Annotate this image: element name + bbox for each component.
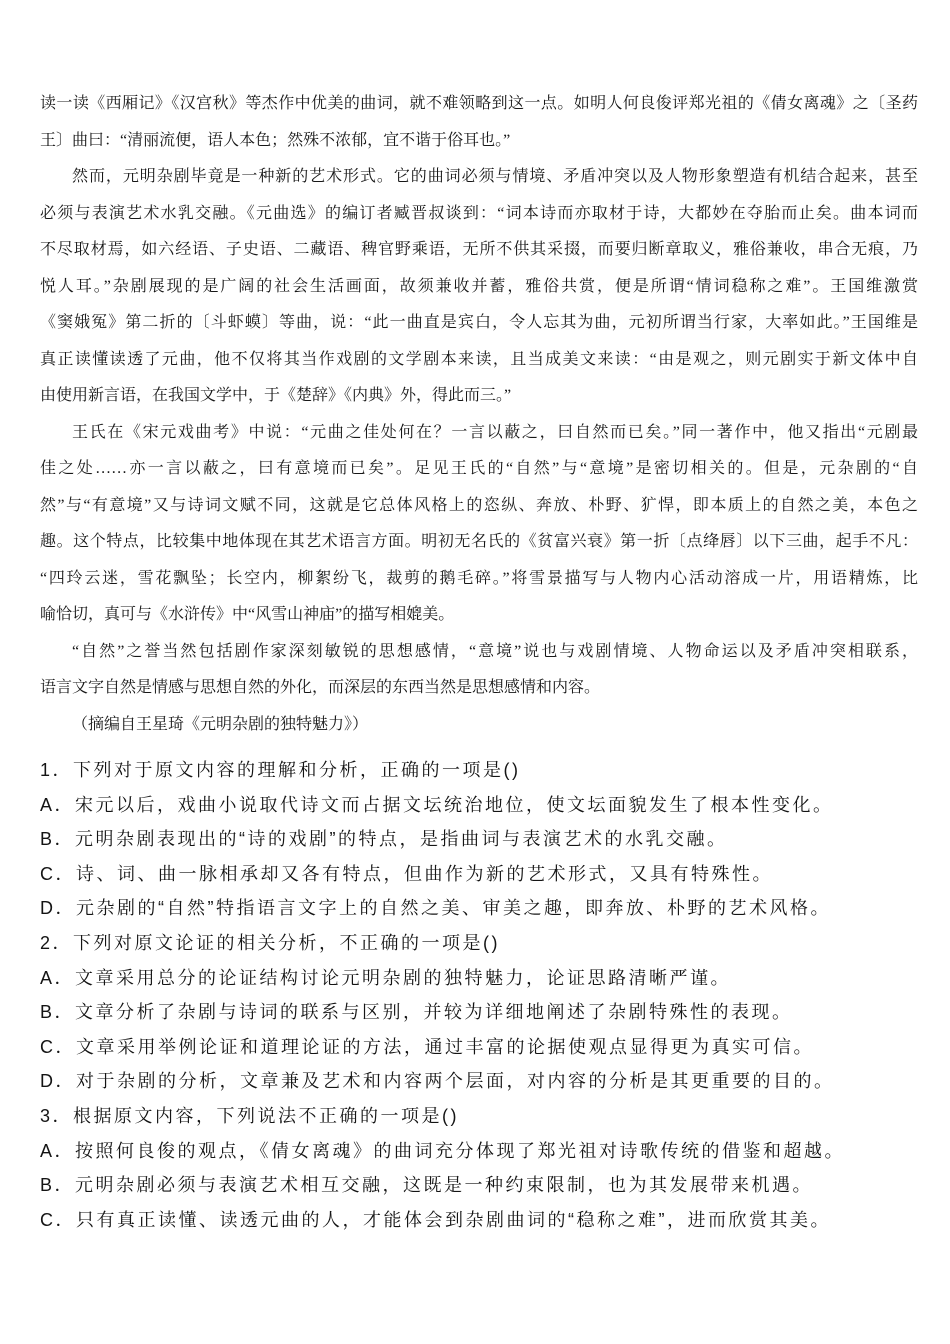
passage-line: 悦人耳。”杂剧展现的是广阔的社会生活画面，故须兼收并蓄，雅俗共赏，便是所谓“情词稳称之难”。王国维激赏 <box>40 277 918 295</box>
option-text: 文章采用总分的论证结构讨论元明杂剧的独特魅力，论证思路清晰严谨。 <box>75 967 732 988</box>
question-number: 2． <box>40 932 74 953</box>
option-text: 对于杂剧的分析，文章兼及艺术和内容两个层面，对内容的分析是其更重要的目的。 <box>76 1071 835 1092</box>
passage-line: 必须与表演艺术水乳交融。《元曲选》的编订者臧晋叔谈到：“词本诗而亦取材于诗，大都妙在夺胎而止矣。曲本词而 <box>40 204 918 222</box>
question-stem <box>40 926 918 961</box>
passage-line: 趣。这个特点，比较集中地体现在其艺术语言方面。明初无名氏的《贫富兴衰》第一折〔点绛唇〕以下三曲，起手不凡： <box>40 533 918 550</box>
passage-line: （摘编自王星琦《元明杂剧的独特魅力》） <box>72 715 369 733</box>
option-text: 文章采用举例论证和道理论证的方法，通过丰富的论据使观点显得更为真实可信。 <box>76 1036 814 1057</box>
passage-paragraph <box>40 415 918 634</box>
option-label: B． <box>40 829 76 850</box>
passage-line: 然而，元明杂剧毕竟是一种新的艺术形式。它的曲词必须与情境、矛盾冲突以及人物形象塑造有机结合起来，甚至 <box>72 168 918 185</box>
question-option <box>40 788 918 823</box>
option-text: 文章分析了杂剧与诗词的联系与区别，并较为详细地阐述了杂剧特殊性的表现。 <box>75 1002 793 1023</box>
option-text: 元杂剧的“自然”特指语言文字上的自然之美、审美之趣，即奔放、朴野的艺术风格。 <box>76 898 831 919</box>
question-number: 1． <box>40 760 74 780</box>
option-label: A． <box>40 794 76 815</box>
passage-line: “四玲云迷，雪花飘坠；长空内，柳絮纷飞，裁剪的鹅毛碎。”将雪景描写与人物内心活动溶成一片，用语精炼，比 <box>40 569 918 587</box>
question-option <box>40 857 918 892</box>
passage-line: 真正读懂读透了元曲，他不仅将其当作戏剧的文学剧本来读，且当成美文来读：“由是观之，则元剧实于新文体中自 <box>40 350 918 368</box>
passage-line: 由使用新言语，在我国文学中，于《楚辞》《内典》外，得此而三。” <box>40 387 512 404</box>
question-option <box>40 995 918 1030</box>
option-label: C． <box>40 863 76 884</box>
option-text: 宋元以后，戏曲小说取代诗文而占据文坛统治地位，使文坛面貌发生了根本性变化。 <box>75 794 834 815</box>
option-label: C． <box>40 1036 76 1057</box>
option-label: D． <box>40 898 76 919</box>
passage-line: 《窦娥冤》第二折的〔斗虾蟆〕等曲，说：“此一曲直是宾白，令人忘其为曲，元初所谓当行家，大率如此。”王国维是 <box>40 314 918 331</box>
question-stem <box>40 753 918 788</box>
question-stem-text: 下列对原文论证的相关分析，不正确的一项是() <box>73 932 501 953</box>
question-option <box>40 1134 918 1169</box>
question-section <box>40 753 918 1237</box>
passage-line: 佳之处……亦一言以蔽之，曰有意境而已矣”。足见王氏的“自然”与“意境”是密切相关的。但是，元杂剧的“自 <box>40 460 918 477</box>
reading-passage <box>40 86 918 743</box>
option-label: B． <box>40 1175 76 1196</box>
option-text: 元明杂剧表现出的“诗的戏剧”的特点，是指曲词与表演艺术的水乳交融。 <box>75 829 728 850</box>
option-label: C． <box>40 1209 76 1230</box>
question-stem-text: 根据原文内容，下列说法不正确的一项是() <box>73 1105 460 1126</box>
passage-line: 王氏在《宋元戏曲考》中说：“元曲之佳处何在？一言以蔽之，曰自然而已矣。”同一著作中，他又指出“元剧最 <box>72 423 918 441</box>
question-option <box>40 1168 918 1203</box>
option-text: 只有真正读懂、读透元曲的人，才能体会到杂剧曲词的“稳称之难”，进而欣赏其美。 <box>76 1209 831 1230</box>
question-stem-text: 下列对于原文内容的理解和分析，正确的一项是() <box>73 760 521 780</box>
passage-paragraph <box>40 634 918 707</box>
question-option <box>40 1203 918 1238</box>
passage-paragraph <box>40 86 918 159</box>
question-option <box>40 1064 918 1099</box>
passage-paragraph <box>40 707 918 744</box>
passage-line: “自然”之誉当然包括剧作家深刻敏锐的思想感情，“意境”说也与戏剧情境、人物命运以及矛盾冲突相联系， <box>72 642 918 660</box>
option-text: 按照何良俊的观点，《倩女离魂》的曲词充分体现了郑光祖对诗歌传统的借鉴和超越。 <box>75 1140 846 1161</box>
question-option <box>40 822 918 857</box>
passage-paragraph <box>40 159 918 415</box>
passage-line: 语言文字自然是情感与思想自然的外化，而深层的东西当然是思想感情和内容。 <box>40 679 601 696</box>
option-text: 元明杂剧必须与表演艺术相互交融，这既是一种约束限制，也为其发展带来机遇。 <box>75 1175 814 1196</box>
option-label: B． <box>40 1002 76 1023</box>
question-number: 3． <box>40 1105 74 1126</box>
passage-line: 不尽取材焉，如六经语、子史语、二藏语、稗官野乘语，无所不供其采掇，而要归断章取义，雅俗兼收，串合无痕，乃 <box>40 241 918 258</box>
passage-line: 读一读《西厢记》《汉宫秋》等杰作中优美的曲词，就不难领略到这一点。如明人何良俊评郑光祖的《倩女离魂》之〔圣药 <box>40 95 918 112</box>
option-label: A． <box>40 967 76 988</box>
option-text: 诗、词、曲一脉相承却又各有特点，但曲作为新的艺术形式，又具有特殊性。 <box>76 863 773 884</box>
question-option <box>40 961 918 996</box>
passage-line: 王〕曲曰：“清丽流便，语人本色；然殊不浓郁，宜不谐于俗耳也。” <box>40 131 511 149</box>
passage-line: 喻恰切，真可与《水浒传》中“风雪山神庙”的描写相媲美。 <box>40 606 455 623</box>
question-option <box>40 1030 918 1065</box>
question-option <box>40 891 918 926</box>
option-label: A． <box>40 1140 76 1161</box>
option-label: D． <box>40 1071 76 1092</box>
question-stem <box>40 1099 918 1134</box>
passage-line: 然”与“有意境”又与诗词文赋不同，这就是它总体风格上的恣纵、奔放、朴野、犷悍，即本质上的自然之美，本色之 <box>40 496 918 514</box>
